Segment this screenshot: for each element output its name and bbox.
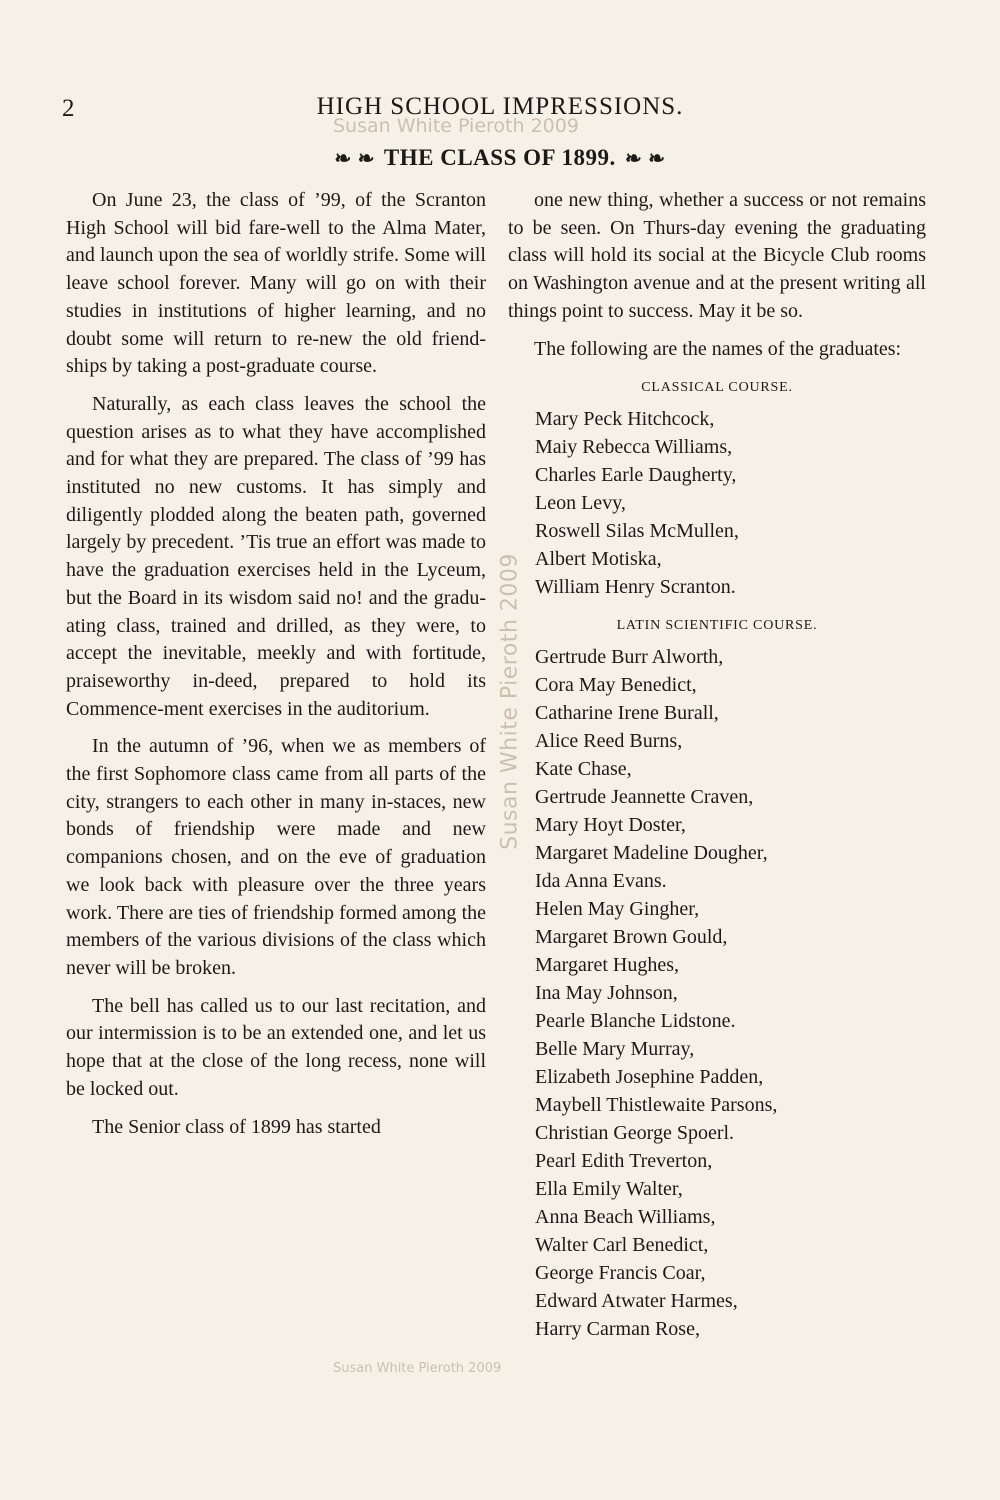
left-column <box>66 187 486 1141</box>
graduate-name: Margaret Hughes, <box>535 954 680 977</box>
graduate-name: Pearl Edith Treverton, <box>535 1150 713 1173</box>
graduate-name: Roswell Silas McMullen, <box>535 520 739 543</box>
graduate-name: Christian George Spoerl. <box>535 1122 735 1145</box>
graduate-name: Kate Chase, <box>535 758 632 781</box>
graduate-name: Leon Levy, <box>535 492 626 515</box>
graduate-name: Elizabeth Josephine Padden, <box>535 1066 764 1089</box>
course-heading: LATIN SCIENTIFIC COURSE. <box>616 618 818 634</box>
course-heading: CLASSICAL COURSE. <box>641 380 793 396</box>
graduate-list <box>508 643 926 1343</box>
paragraph: On June 23, the class of ’99, of the Scranton High School will bid fare-well to the Alma Mater, and launch upon the sea of worldly strife. Some will leave school forever. Many will go on with their studies in institutions of higher learning, and no doubt some will return to re-new the old friend-ships by taking a post-graduate course. <box>66 189 486 378</box>
paragraph: The following are the names of the graduates: <box>534 337 902 360</box>
paragraph: The Senior class of 1899 has started <box>92 1115 381 1138</box>
graduate-name: Charles Earle Daugherty, <box>535 464 737 487</box>
paragraph: In the autumn of ’96, when we as members of the first Sophomore class came from all parts of the city, strangers to each other in many in-staces, new bonds of friendship were made and new companions chosen, and on the eve of graduation we look back with pleasure over the three years work. There are ties of friendship formed among the members of the various divisions of the class which never will be broken. <box>66 735 486 979</box>
graduate-name: Margaret Madeline Dougher, <box>535 842 768 865</box>
graduate-name: Helen May Gingher, <box>535 898 700 921</box>
article-title <box>0 145 1000 171</box>
graduate-name: Belle Mary Murray, <box>535 1038 695 1061</box>
graduate-name: Walter Carl Benedict, <box>535 1234 709 1257</box>
graduate-name: Mary Hoyt Doster, <box>535 814 686 837</box>
graduate-name: Alice Reed Burns, <box>535 730 683 753</box>
graduate-list <box>508 405 926 601</box>
graduate-name: Gertrude Jeannette Craven, <box>535 786 754 809</box>
right-column <box>508 187 926 1343</box>
fleuron-ornament: ❧ <box>648 148 666 170</box>
graduate-name: Harry Carman Rose, <box>535 1318 700 1341</box>
fleuron-ornament: ❧ <box>624 148 643 170</box>
watermark-vertical: Susan White Pieroth 2009 <box>497 553 523 850</box>
graduate-name: George Francis Coar, <box>535 1262 706 1285</box>
graduate-name: Cora May Benedict, <box>535 674 697 697</box>
graduate-name: Ella Emily Walter, <box>535 1178 683 1201</box>
graduate-name: Ida Anna Evans. <box>535 870 667 893</box>
graduate-name: Maybell Thistlewaite Parsons, <box>535 1094 778 1117</box>
graduate-name: Catharine Irene Burall, <box>535 702 719 725</box>
graduate-name: Pearle Blanche Lidstone. <box>535 1010 736 1033</box>
graduate-name: Gertrude Burr Alworth, <box>535 646 724 669</box>
graduate-name: William Henry Scranton. <box>535 576 736 599</box>
graduate-name: Albert Motiska, <box>535 548 662 571</box>
page-number: 2 <box>62 95 75 122</box>
fleuron-ornament: ❧ <box>357 148 376 170</box>
watermark-bottom: Susan White Pieroth 2009 <box>333 1361 502 1376</box>
graduate-name: Maiy Rebecca Williams, <box>535 436 733 459</box>
graduate-name: Ina May Johnson, <box>535 982 678 1005</box>
graduate-name: Margaret Brown Gould, <box>535 926 728 949</box>
article-title-text: THE CLASS OF 1899. <box>383 145 616 170</box>
paragraph: Naturally, as each class leaves the school the question arises as to what they have accomplished and for what they are prepared. The class of ’99 has instituted no new customs. It has simply and diligently plodded along the beaten path, governed largely by precedent. ’Tis true an effort was made to have the graduation exercises held in the Lyceum, but the Board in its wisdom said no! and the gradu-ating class, trained and drilled, as they were, to accept the inevitable, meekly and with fortitude, praiseworthy in-deed, prepared to hold its Commence-ment exercises in the auditorium. <box>66 392 486 720</box>
paragraph: The bell has called us to our last recitation, and our intermission is to be an extended one, and let us hope that at the close of the long recess, none will be locked out. <box>66 994 486 1100</box>
graduate-name: Anna Beach Williams, <box>535 1206 716 1229</box>
paragraph: one new thing, whether a success or not remains to be seen. On Thurs-day evening the graduating class will hold its social at the Bicycle Club rooms on Washington avenue and at the present writing all things point to success. May it be so. <box>508 189 926 322</box>
fleuron-ornament: ❧ <box>334 148 352 170</box>
graduate-name: Mary Peck Hitchcock, <box>535 408 715 431</box>
graduate-name: Edward Atwater Harmes, <box>535 1290 738 1313</box>
running-title: HIGH SCHOOL IMPRESSIONS. <box>316 93 684 120</box>
watermark-top: Susan White Pieroth 2009 <box>333 115 579 137</box>
